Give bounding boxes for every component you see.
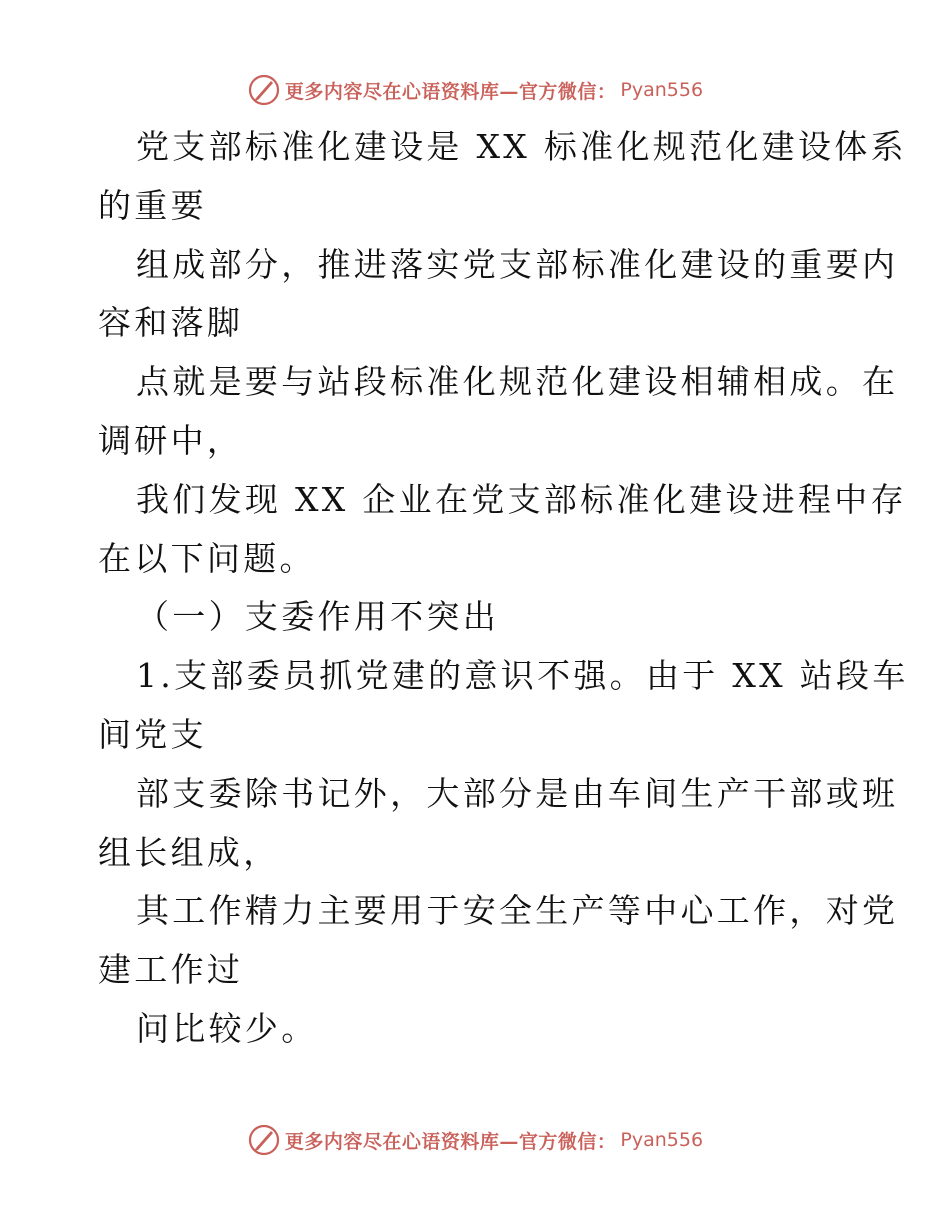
- text-line: 其工作精力主要用于安全生产等中心工作，对党: [136, 891, 899, 931]
- text-line: 问比较少。: [136, 1008, 318, 1048]
- footer-watermark: [0, 1120, 950, 1160]
- text-line: 1.支部委员抓党建的意识不强。由于 XX 站段车: [136, 656, 909, 696]
- text-line: 间党支: [98, 714, 207, 754]
- text-line: 党支部标准化建设是 XX 标准化规范化建设体系: [136, 127, 907, 166]
- text-line: 建工作过: [98, 950, 244, 990]
- document-body: [98, 118, 909, 1059]
- text-line: 我们发现 XX 企业在党支部标准化建设进程中存: [136, 479, 907, 519]
- text-line: 组成部分，推进落实党支部标准化建设的重要内: [136, 244, 899, 284]
- watermark-text: 更多内容尽在心语资料库—官方微信：: [284, 80, 617, 103]
- section-heading: （一）支委作用不突出: [136, 597, 499, 637]
- text-line: 的重要: [98, 185, 207, 225]
- watermark-text: 更多内容尽在心语资料库—官方微信：: [284, 1130, 617, 1153]
- text-line: 部支委除书记外，大部分是由车间生产干部或班: [136, 773, 899, 813]
- text-line: 在以下问题。: [98, 538, 316, 578]
- text-line: 容和落脚: [98, 303, 244, 343]
- text-line: 点就是要与站段标准化规范化建设相辅相成。在: [136, 362, 899, 402]
- text-line: 调研中，: [98, 420, 244, 460]
- quill-logo-icon: [247, 73, 281, 107]
- header-watermark: [0, 70, 950, 110]
- quill-logo-icon: [247, 1123, 281, 1157]
- watermark-wechat-id: Pyan556: [620, 79, 704, 101]
- text-line: 组长组成，: [98, 832, 280, 872]
- watermark-wechat-id: Pyan556: [620, 1129, 704, 1151]
